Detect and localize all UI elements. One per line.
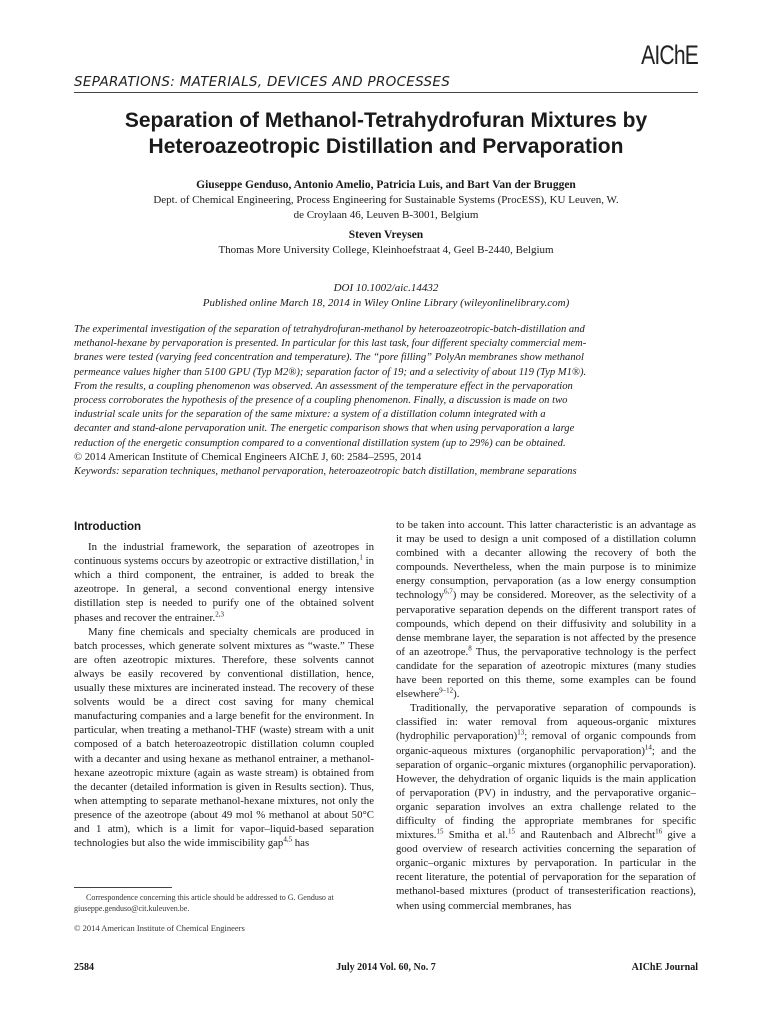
page-number: 2584	[74, 962, 94, 973]
abstract-keywords: Keywords: separation techniques, methanol pervaporation, heteroazeotropic batch distillation, membrane separations	[74, 466, 577, 478]
column-left	[74, 518, 374, 850]
abstract-line: The experimental investigation of the separation of tetrahydrofuran-methanol by heteroazeotropic-batch-distillation and	[74, 324, 585, 335]
authors-secondary: Steven Vreysen	[348, 229, 424, 241]
title-line: Heteroazeotropic Distillation and Pervaporation	[148, 135, 624, 158]
abstract-line: industrial scale units for the separation of the same mixture: a system of a distillation column integrated with a	[74, 409, 546, 421]
section-header: SEPARATIONS: MATERIALS, DEVICES AND PROCESSES	[74, 74, 451, 90]
correspondence-footnote: Correspondence concerning this article should be addressed to G. Genduso at giuseppe.genduso@cit.kuleuven.be.	[74, 893, 334, 913]
article-title	[74, 108, 698, 160]
paragraph: In the industrial framework, the separation of azeotropes in continuous systems occurs by azeotropic or extractive distillation,$^1$ in which a third component, the entrainer, is added to break the azeotrope. In general, a second conventional energy intensive distillation step is needed to purify one of the obtained solvent phases and recover the entrainer.$^{2,3}$	[74, 541, 374, 624]
abstract-line: reduction of the energetic consumption compared to a conventional distillation system (up to 29%) can be obtained.	[74, 437, 566, 449]
journal-logo: AIChE	[641, 40, 698, 70]
abstract-line: methanol-hexane by pervaporation is presented. In particular for this last task, four different specialty commercial mem-	[74, 338, 587, 350]
abstract	[74, 323, 698, 479]
abstract-line: branes were tested (varying feed concentration and temperature). The “pore filling” PolyAn membranes show methanol	[74, 352, 584, 364]
paragraph: to be taken into account. This latter characteristic is an advantage as it may be used to design a unit composed of a distillation column combined with a decanter allowing the recovery of both the compounds. Nevertheless, when the main purpose is to minimize energy consumption, pervaporation (as a low energy consumption technology$^{6,7}$) may be considered. Moreover, as the selectivity of a pervaporative separation depends on the different transport rates of compounds, which depend on their diffusivity and solubility in a dense membrane layer, the separation is not affected by the presence of an azeotrope.$^8$ Thus, the pervaporative technology is the perfect candidate for the separation of azeotropic mixtures (many studies have been reported on this theme, some examples can be found elsewhere$^{9-12}$).	[396, 519, 696, 701]
title-line: Separation of Methanol-Tetrahydrofuran Mixtures by	[124, 109, 648, 132]
abstract-line: process corroborates the hypothesis of the presence of a coupling phenomenon. Finally, a discussion is made on two	[74, 395, 568, 407]
affiliation-primary: Dept. of Chemical Engineering, Process Engineering for Sustainable Systems (ProcESS), KU Leuven, W. de Croylaan 46, Leuven B-3001, Belgium	[153, 194, 619, 221]
header-rule	[74, 92, 698, 93]
journal-name: AIChE Journal	[631, 962, 698, 973]
abstract-copyright: © 2014 American Institute of Chemical Engineers AIChE J, 60: 2584–2595, 2014	[74, 451, 422, 463]
footnote-rule	[74, 887, 172, 888]
authors-primary: Giuseppe Genduso, Antonio Amelio, Patricia Luis, and Bart Van der Bruggen	[196, 179, 576, 191]
abstract-line: decanter and stand-alone pervaporation unit. The energetic comparison shows that when using pervaporation a large	[74, 423, 575, 435]
paragraph: Many fine chemicals and specialty chemicals are produced in batch processes, which generate solvent mixtures as “waste.” These are often azeotropic mixtures. Therefore, these solvents cannot always be easily recovered by conventional distillation, hence, usually these mixtures are incinerated instead. The recovery of these solvents would be a direct cost saving for many chemical manufacturing companies and a large benefit for the environment. In particular, when treating a methanol-THF (waste) stream with a unit composed of a batch heteroazeotropic distillation column coupled with a decanter and using hexane as methanol entrainer, a methanol-hexane azeotropic mixture (again as waste stream) is obtained from the decanter (detailed information is given in Results section). Thus, when attempting to separate methanol-hexane mixtures, not only the presence of the azeotrope (about 49 mol % methanol at about 50°C and 1 atm), which is a limit for vapor–liquid-based separation technologies but also the wide immiscibility gap$^{4,5}$ has	[74, 625, 374, 850]
doi-block	[74, 281, 698, 311]
copyright-footnote: © 2014 American Institute of Chemical Engineers	[74, 923, 245, 933]
abstract-text	[74, 323, 698, 451]
affiliation-secondary: Thomas More University College, Kleinhoefstraat 4, Geel B-2440, Belgium	[218, 244, 554, 256]
introduction-heading: Introduction	[74, 521, 142, 533]
column-right	[396, 518, 696, 913]
doi: DOI 10.1002/aic.14432	[333, 282, 439, 294]
abstract-line: permeance values higher than 5100 GPU (Typ M2®); separation factor of 19; and a selectivity of about 119 (Typ M1®).	[74, 366, 587, 378]
issue-info: July 2014 Vol. 60, No. 7	[336, 962, 436, 973]
published-online: Published online March 18, 2014 in Wiley Online Library (wileyonlinelibrary.com)	[202, 297, 570, 309]
paragraph: Traditionally, the pervaporative separation of compounds is classified in: water removal from aqueous-organic mixtures (hydrophilic pervaporation)$^{13}$; removal of organic compounds from organic-aqueous mixtures (organophilic pervaporation)$^{14}$; and the separation of organic–organic mixtures (organophilic pervaporation). However, the dehydration of organic liquids is the main application of pervaporation (PV) in industry, and the pervaporative organic–organic separation involves an extra challenge related to the difficulty of finding the appropriate membranes for specific mixtures.$^{15}$ Smitha et al.$^{15}$ and Rautenbach and Albrecht$^{16}$ give a good overview of research activities concerning the separation of organic–organic mixtures by pervaporation. In particular in the recent literature, the potential of pervaporation for the separation of methanol-based mixtures (product of transesterification reactions), when using commercial membranes, has	[396, 702, 696, 912]
abstract-line: From the results, a coupling phenomenon was observed. An assessment of the temperature effect in the pervaporation	[74, 380, 573, 392]
